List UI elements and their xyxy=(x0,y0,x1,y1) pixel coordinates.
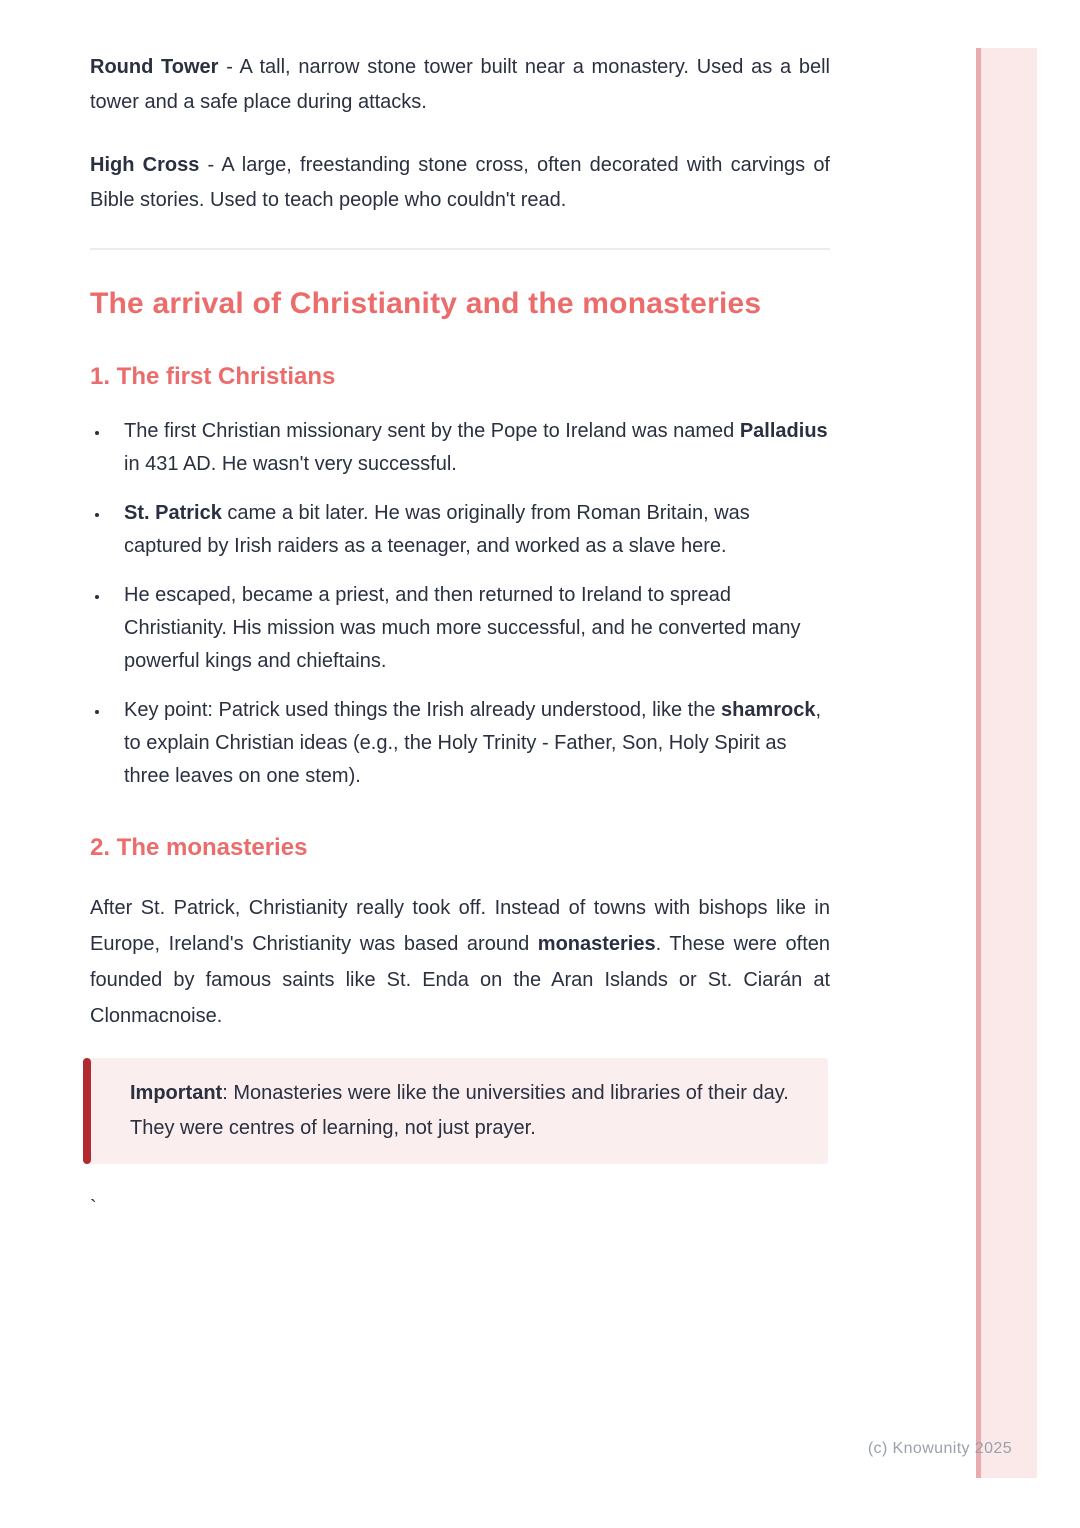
paragraph-text: After St. Patrick, Christianity really took off. Instead of towns with bishops like in Europe, Ireland's Christianity was based around xyxy=(90,897,830,955)
list-item xyxy=(110,415,830,481)
subsection-1-title: 1. The first Christians xyxy=(90,363,336,390)
list-item-text: , to explain Christian ideas (e.g., the Holy Trinity - Father, Son, Holy Spirit as three leaves on one stem). xyxy=(124,699,822,787)
callout-text xyxy=(130,1076,798,1146)
list-item-bold-text: Palladius xyxy=(739,420,828,442)
paragraph-text: . These were often founded by famous saints like St. Enda on the Aran Islands or St. Ciarán at Clonmacnoise. xyxy=(90,933,830,1027)
list-item xyxy=(110,694,830,793)
section-divider xyxy=(90,248,830,250)
list-item xyxy=(110,579,830,678)
section-title: The arrival of Christianity and the monasteries xyxy=(90,287,762,320)
monasteries-paragraph xyxy=(90,890,830,1034)
definition-term: High Cross xyxy=(90,154,200,176)
definition-round-tower xyxy=(90,50,830,120)
first-christians-bullet-list xyxy=(90,415,830,793)
paragraph-bold-text: monasteries xyxy=(537,933,656,955)
subsection-2-title: 2. The monasteries xyxy=(90,834,308,861)
list-item-text: Key point: Patrick used things the Irish already understood, like the xyxy=(124,699,722,721)
definition-text: - A tall, narrow stone tower built near a monastery. Used as a bell tower and a safe place during attacks. xyxy=(90,56,831,113)
document-content xyxy=(90,0,830,1220)
list-item xyxy=(110,497,830,563)
list-item-text: He escaped, became a priest, and then returned to Ireland to spread Christianity. His mission was much more successful, and he converted many powerful kings and chieftains. xyxy=(124,584,801,672)
stray-backtick: ` xyxy=(90,1197,97,1219)
list-item-text: The first Christian missionary sent by the Pope to Ireland was named xyxy=(124,420,740,442)
list-item-text: in 431 AD. He wasn't very successful. xyxy=(124,453,457,475)
definition-term: Round Tower xyxy=(90,56,219,78)
list-item-text: came a bit later. He was originally from Roman Britain, was captured by Irish raiders as a teenager, and worked as a slave here. xyxy=(124,502,750,557)
copyright-footer: (c) Knowunity 2025 xyxy=(867,1440,1012,1457)
page-edge-stripe xyxy=(976,48,1037,1478)
callout-accent-bar xyxy=(83,1058,91,1164)
list-item-bold-text: St. Patrick xyxy=(124,502,222,524)
list-item-bold-text: shamrock xyxy=(721,699,816,721)
definition-high-cross xyxy=(90,148,830,218)
callout-label: Important xyxy=(130,1082,223,1104)
definition-text: - A large, freestanding stone cross, often decorated with carvings of Bible stories. Used to teach people who couldn't read. xyxy=(90,154,830,211)
callout-body: : Monasteries were like the universities and libraries of their day. They were centres of learning, not just prayer. xyxy=(130,1082,789,1139)
important-callout xyxy=(83,1058,828,1164)
